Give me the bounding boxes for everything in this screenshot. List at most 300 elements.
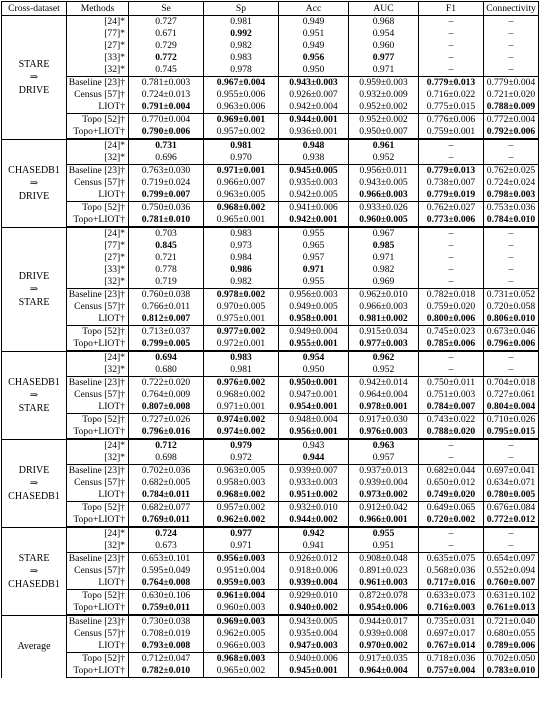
header-se: Se — [129, 2, 204, 16]
best-value: 0.694 — [155, 352, 177, 363]
f1-cell: 0.775±0.015 — [419, 101, 484, 114]
method-cell: Census [57]† — [67, 301, 129, 313]
sp-cell: 0.968±0.002 — [204, 389, 279, 401]
auc-cell — [349, 439, 419, 452]
auc-cell: 0.891±0.023 — [349, 565, 419, 577]
table-row — [2, 89, 539, 101]
f1-cell: – — [419, 527, 484, 540]
acc-cell — [279, 114, 349, 127]
se-cell: 0.708±0.019 — [129, 628, 204, 640]
auc-cell: 0.952±0.002 — [349, 114, 419, 127]
auc-cell: 0.962±0.010 — [349, 289, 419, 302]
connectivity-cell: 0.680±0.055 — [484, 628, 539, 640]
best-value: 0.964±0.004 — [359, 665, 408, 676]
best-value: 0.945±0.001 — [289, 665, 338, 676]
sp-cell — [204, 514, 279, 527]
auc-cell — [349, 313, 419, 326]
sp-cell — [204, 653, 279, 666]
method-cell: Topo+LIOT† — [67, 338, 129, 351]
dataset-label-line: CHASEDB1 — [8, 376, 60, 388]
method-cell: [77]* — [67, 28, 129, 40]
table-row — [2, 401, 539, 414]
acc-cell: 0.955 — [279, 276, 349, 289]
acc-cell: 0.965 — [279, 240, 349, 252]
acc-cell: 0.918±0.006 — [279, 565, 349, 577]
best-value: 0.968±0.003 — [216, 653, 266, 664]
sp-cell — [204, 615, 279, 628]
f1-cell: – — [419, 439, 484, 452]
acc-cell — [279, 351, 349, 364]
connectivity-cell: 0.704±0.018 — [484, 377, 539, 390]
sp-cell — [204, 114, 279, 127]
table-row — [2, 28, 539, 40]
f1-cell: – — [419, 264, 484, 276]
table-row — [2, 540, 539, 553]
auc-cell: 0.951 — [349, 540, 419, 553]
auc-cell: 0.969 — [349, 276, 419, 289]
sp-cell: 0.955±0.006 — [204, 89, 279, 101]
best-value: 0.992 — [230, 28, 252, 39]
method-cell: [32]* — [67, 276, 129, 289]
f1-cell: 0.633±0.073 — [419, 590, 484, 603]
f1-cell — [419, 338, 484, 351]
f1-cell — [419, 489, 484, 502]
best-value: 0.954±0.006 — [359, 602, 408, 613]
method-cell: [32]* — [67, 64, 129, 77]
se-cell — [129, 240, 204, 252]
connectivity-cell: 0.720±0.058 — [484, 301, 539, 313]
f1-cell — [419, 401, 484, 414]
best-value: 0.806±0.010 — [486, 313, 536, 324]
best-value: 0.773±0.006 — [426, 214, 476, 225]
method-cell: LIOT† — [67, 313, 129, 326]
auc-cell: 0.943±0.005 — [349, 177, 419, 189]
connectivity-cell — [484, 313, 539, 326]
connectivity-cell: – — [484, 152, 539, 165]
acc-cell: 0.949 — [279, 16, 349, 29]
best-value: 0.955 — [372, 528, 395, 539]
sp-cell — [204, 577, 279, 590]
best-value: 0.799±0.007 — [141, 189, 191, 200]
se-cell: 0.696 — [129, 152, 204, 165]
method-cell: Topo [52]† — [67, 502, 129, 515]
best-value: 0.962 — [372, 352, 395, 363]
auc-cell: 0.959±0.003 — [349, 77, 419, 90]
method-cell: Topo+LIOT† — [67, 514, 129, 527]
table-row — [2, 665, 539, 678]
connectivity-cell: 0.772±0.004 — [484, 114, 539, 127]
method-cell: Topo+LIOT† — [67, 126, 129, 139]
table-row — [2, 502, 539, 515]
dataset-label-line: STARE — [18, 402, 50, 414]
auc-cell: 0.954 — [349, 28, 419, 40]
best-value: 0.942±0.001 — [289, 214, 338, 225]
method-cell: LIOT† — [67, 640, 129, 653]
acc-cell — [279, 214, 349, 227]
sp-cell: 0.951±0.004 — [204, 565, 279, 577]
method-cell: Topo+LIOT† — [67, 602, 129, 615]
method-cell: Census [57]† — [67, 565, 129, 577]
connectivity-cell: – — [484, 64, 539, 77]
table-row — [2, 426, 539, 439]
sp-cell: 0.957±0.002 — [204, 502, 279, 515]
connectivity-cell: – — [484, 439, 539, 452]
table-row — [2, 377, 539, 390]
best-value: 0.974±0.002 — [216, 426, 266, 437]
table-row — [2, 489, 539, 502]
sp-cell — [204, 326, 279, 339]
sp-cell: 0.970±0.005 — [204, 301, 279, 313]
se-cell: 0.727 — [129, 16, 204, 29]
connectivity-cell — [484, 214, 539, 227]
f1-cell: – — [419, 276, 484, 289]
f1-cell: 0.735±0.031 — [419, 615, 484, 628]
se-cell: 0.727±0.026 — [129, 414, 204, 427]
connectivity-cell: 0.762±0.025 — [484, 165, 539, 178]
dataset-cell — [2, 527, 67, 615]
table-row — [2, 276, 539, 289]
method-cell: Baseline [23]† — [67, 615, 129, 628]
acc-cell — [279, 489, 349, 502]
best-value: 0.767±0.014 — [426, 640, 476, 651]
sp-cell: 0.982 — [204, 40, 279, 52]
dataset-label-line: STARE — [18, 552, 50, 564]
best-value: 0.731 — [155, 140, 177, 151]
se-cell: 0.764±0.009 — [129, 389, 204, 401]
best-value: 0.978±0.001 — [359, 401, 408, 412]
auc-cell: 0.908±0.048 — [349, 553, 419, 566]
best-value: 0.963 — [372, 440, 395, 451]
acc-cell: 0.943±0.005 — [279, 615, 349, 628]
acc-cell — [279, 377, 349, 390]
auc-cell: 0.971 — [349, 252, 419, 264]
table-row — [2, 628, 539, 640]
auc-cell: 0.939±0.004 — [349, 477, 419, 489]
f1-cell — [419, 426, 484, 439]
se-cell: 0.653±0.101 — [129, 553, 204, 566]
method-cell: Baseline [23]† — [67, 77, 129, 90]
acc-cell — [279, 401, 349, 414]
f1-cell: – — [419, 52, 484, 64]
acc-cell — [279, 527, 349, 540]
table-row — [2, 240, 539, 252]
sp-cell — [204, 77, 279, 90]
sp-cell: 0.978 — [204, 64, 279, 77]
best-value: 0.791±0.004 — [141, 101, 191, 112]
best-value: 0.760±0.007 — [486, 577, 536, 588]
method-cell: [32]* — [67, 152, 129, 165]
auc-cell: 0.912±0.042 — [349, 502, 419, 515]
best-value: 0.769±0.011 — [142, 514, 190, 525]
sp-cell: 0.962±0.005 — [204, 628, 279, 640]
sp-cell: 0.963±0.005 — [204, 189, 279, 202]
auc-cell — [349, 351, 419, 364]
acc-cell: 0.955 — [279, 227, 349, 240]
table-row — [2, 101, 539, 114]
connectivity-cell: 0.721±0.040 — [484, 615, 539, 628]
se-cell — [129, 101, 204, 114]
header-connectivity: Connectivity — [484, 2, 539, 16]
connectivity-cell: – — [484, 276, 539, 289]
sp-cell: 0.963±0.005 — [204, 465, 279, 478]
best-value: 0.971±0.001 — [216, 165, 266, 176]
connectivity-cell — [484, 489, 539, 502]
best-value: 0.845 — [155, 240, 177, 251]
se-cell: 0.770±0.004 — [129, 114, 204, 127]
best-value: 0.779±0.019 — [426, 189, 476, 200]
method-cell: Topo [52]† — [67, 653, 129, 666]
se-cell: 0.698 — [129, 452, 204, 465]
results-table — [1, 1, 539, 678]
method-cell: [24]* — [67, 439, 129, 452]
table-row — [2, 126, 539, 139]
best-value: 0.759±0.011 — [142, 602, 190, 613]
best-value: 0.961 — [372, 140, 395, 151]
best-value: 0.947±0.003 — [289, 640, 338, 651]
acc-cell: 0.942±0.004 — [279, 101, 349, 114]
sp-cell — [204, 264, 279, 276]
best-value: 0.772 — [155, 52, 177, 63]
table-row — [2, 165, 539, 178]
best-value: 0.986 — [230, 264, 252, 275]
table-row — [2, 477, 539, 489]
f1-cell: – — [419, 351, 484, 364]
connectivity-cell: 0.779±0.004 — [484, 77, 539, 90]
se-cell: 0.721 — [129, 252, 204, 264]
dataset-label-line: CHASEDB1 — [8, 578, 60, 590]
se-cell — [129, 489, 204, 502]
f1-cell: 0.697±0.017 — [419, 628, 484, 640]
table-row — [2, 313, 539, 326]
f1-cell: – — [419, 64, 484, 77]
table-row — [2, 114, 539, 127]
connectivity-cell: 0.724±0.024 — [484, 177, 539, 189]
method-cell: [24]* — [67, 527, 129, 540]
best-value: 0.966±0.001 — [359, 514, 408, 525]
f1-cell: 0.751±0.003 — [419, 389, 484, 401]
sp-cell: 0.960±0.003 — [204, 602, 279, 615]
best-value: 0.960±0.005 — [359, 214, 408, 225]
best-value: 0.793±0.008 — [141, 640, 191, 651]
f1-cell — [419, 77, 484, 90]
method-cell: [33]* — [67, 264, 129, 276]
best-value: 0.954±0.001 — [289, 401, 338, 412]
table-row — [2, 590, 539, 603]
acc-cell: 0.929±0.010 — [279, 590, 349, 603]
auc-cell — [349, 52, 419, 64]
sp-cell: 0.983 — [204, 227, 279, 240]
auc-cell: 0.956±0.011 — [349, 165, 419, 178]
f1-cell — [419, 514, 484, 527]
acc-cell: 0.939±0.007 — [279, 465, 349, 478]
auc-cell — [349, 577, 419, 590]
best-value: 0.976±0.002 — [216, 377, 266, 388]
connectivity-cell: – — [484, 264, 539, 276]
auc-cell: 0.933±0.026 — [349, 202, 419, 215]
method-cell: [32]* — [67, 452, 129, 465]
se-cell — [129, 514, 204, 527]
f1-cell: 0.718±0.036 — [419, 653, 484, 666]
table-row — [2, 439, 539, 452]
auc-cell: 0.957 — [349, 452, 419, 465]
acc-cell: 0.942±0.005 — [279, 189, 349, 202]
best-value: 0.716±0.003 — [426, 602, 476, 613]
method-cell: [24]* — [67, 139, 129, 152]
table-row — [2, 252, 539, 264]
best-value: 0.956 — [302, 52, 325, 63]
table-row — [2, 326, 539, 339]
f1-cell: 0.759±0.001 — [419, 126, 484, 139]
acc-cell: 0.940±0.006 — [279, 653, 349, 666]
se-cell: 0.745 — [129, 64, 204, 77]
best-value: 0.784±0.007 — [426, 401, 476, 412]
sp-cell: 0.963±0.006 — [204, 101, 279, 114]
best-value: 0.779±0.013 — [426, 165, 476, 176]
best-value: 0.968±0.002 — [216, 202, 266, 213]
connectivity-cell: 0.697±0.041 — [484, 465, 539, 478]
se-cell: 0.719 — [129, 276, 204, 289]
connectivity-cell: – — [484, 40, 539, 52]
connectivity-cell: – — [484, 527, 539, 540]
method-cell: Topo+LIOT† — [67, 665, 129, 678]
f1-cell: – — [419, 28, 484, 40]
se-cell: 0.682±0.077 — [129, 502, 204, 515]
best-value: 0.724 — [155, 528, 177, 539]
method-cell: Baseline [23]† — [67, 377, 129, 390]
sp-cell: 0.982 — [204, 276, 279, 289]
connectivity-cell: 0.631±0.102 — [484, 590, 539, 603]
table-body — [2, 16, 539, 678]
table-row — [2, 264, 539, 276]
best-value: 0.956±0.003 — [216, 553, 266, 564]
se-cell: 0.703 — [129, 227, 204, 240]
dataset-label-line: DRIVE — [18, 464, 50, 476]
connectivity-cell: – — [484, 240, 539, 252]
se-cell — [129, 139, 204, 152]
connectivity-cell — [484, 126, 539, 139]
connectivity-cell — [484, 577, 539, 590]
sp-cell — [204, 28, 279, 40]
dataset-cell — [2, 439, 67, 527]
acc-cell — [279, 640, 349, 653]
best-value: 0.950±0.001 — [289, 377, 338, 388]
best-value: 0.789±0.006 — [486, 640, 536, 651]
f1-cell — [419, 313, 484, 326]
connectivity-cell: – — [484, 16, 539, 29]
se-cell: 0.730±0.038 — [129, 615, 204, 628]
dataset-label-line: ⇒ — [29, 477, 39, 489]
acc-cell: 0.941±0.006 — [279, 202, 349, 215]
auc-cell — [349, 602, 419, 615]
acc-cell: 0.949±0.005 — [279, 301, 349, 313]
table-row — [2, 465, 539, 478]
header-auc: AUC — [349, 2, 419, 16]
se-cell — [129, 439, 204, 452]
best-value: 0.951±0.002 — [289, 489, 338, 500]
sp-cell — [204, 527, 279, 540]
f1-cell: 0.568±0.036 — [419, 565, 484, 577]
best-value: 0.784±0.010 — [486, 214, 536, 225]
se-cell: 0.729 — [129, 40, 204, 52]
header-cross-dataset: Cross-dataset — [2, 2, 67, 16]
f1-cell: 0.649±0.065 — [419, 502, 484, 515]
header-f1: F1 — [419, 2, 484, 16]
auc-cell: 0.952 — [349, 364, 419, 377]
best-value: 0.799±0.005 — [141, 338, 191, 349]
auc-cell: 0.982 — [349, 264, 419, 276]
acc-cell — [279, 165, 349, 178]
se-cell — [129, 338, 204, 351]
f1-cell: 0.762±0.027 — [419, 202, 484, 215]
best-value: 0.939±0.004 — [289, 577, 338, 588]
best-value: 0.959±0.003 — [216, 577, 266, 588]
auc-cell — [349, 240, 419, 252]
f1-cell: 0.650±0.012 — [419, 477, 484, 489]
best-value: 0.782±0.010 — [141, 665, 191, 676]
sp-cell — [204, 489, 279, 502]
best-value: 0.942 — [302, 528, 325, 539]
acc-cell — [279, 338, 349, 351]
auc-cell: 0.967 — [349, 227, 419, 240]
table-row — [2, 640, 539, 653]
connectivity-cell: 0.634±0.071 — [484, 477, 539, 489]
auc-cell: 0.960 — [349, 40, 419, 52]
auc-cell — [349, 139, 419, 152]
acc-cell: 0.949 — [279, 40, 349, 52]
acc-cell: 0.949±0.004 — [279, 326, 349, 339]
se-cell — [129, 426, 204, 439]
sp-cell — [204, 351, 279, 364]
best-value: 0.961±0.004 — [216, 590, 266, 601]
sp-cell: 0.958±0.003 — [204, 477, 279, 489]
se-cell: 0.712±0.047 — [129, 653, 204, 666]
acc-cell: 0.926±0.012 — [279, 553, 349, 566]
best-value: 0.978±0.002 — [216, 289, 266, 300]
method-cell: LIOT† — [67, 577, 129, 590]
connectivity-cell — [484, 665, 539, 678]
best-value: 0.973±0.002 — [359, 489, 408, 500]
f1-cell: 0.682±0.044 — [419, 465, 484, 478]
se-cell — [129, 351, 204, 364]
table-row — [2, 214, 539, 227]
auc-cell — [349, 640, 419, 653]
best-value: 0.757±0.004 — [426, 665, 476, 676]
connectivity-cell: 0.753±0.036 — [484, 202, 539, 215]
best-value: 0.948 — [302, 140, 325, 151]
best-value: 0.788±0.020 — [426, 426, 476, 437]
se-cell — [129, 52, 204, 64]
f1-cell: – — [419, 227, 484, 240]
dataset-label-line: Average — [17, 641, 51, 652]
method-cell: [32]* — [67, 364, 129, 377]
sp-cell — [204, 377, 279, 390]
f1-cell: 0.745±0.023 — [419, 326, 484, 339]
acc-cell — [279, 264, 349, 276]
best-value: 0.944±0.002 — [289, 514, 338, 525]
se-cell: 0.702±0.036 — [129, 465, 204, 478]
sp-cell — [204, 426, 279, 439]
f1-cell: 0.750±0.011 — [419, 377, 484, 390]
se-cell: 0.760±0.038 — [129, 289, 204, 302]
f1-cell: 0.716±0.022 — [419, 89, 484, 101]
best-value: 0.944±0.001 — [289, 114, 338, 125]
f1-cell — [419, 189, 484, 202]
f1-cell: 0.738±0.007 — [419, 177, 484, 189]
dataset-label-line: DRIVE — [18, 270, 50, 282]
sp-cell: 0.981 — [204, 16, 279, 29]
method-cell: [24]* — [67, 351, 129, 364]
best-value: 0.977±0.002 — [216, 326, 266, 337]
